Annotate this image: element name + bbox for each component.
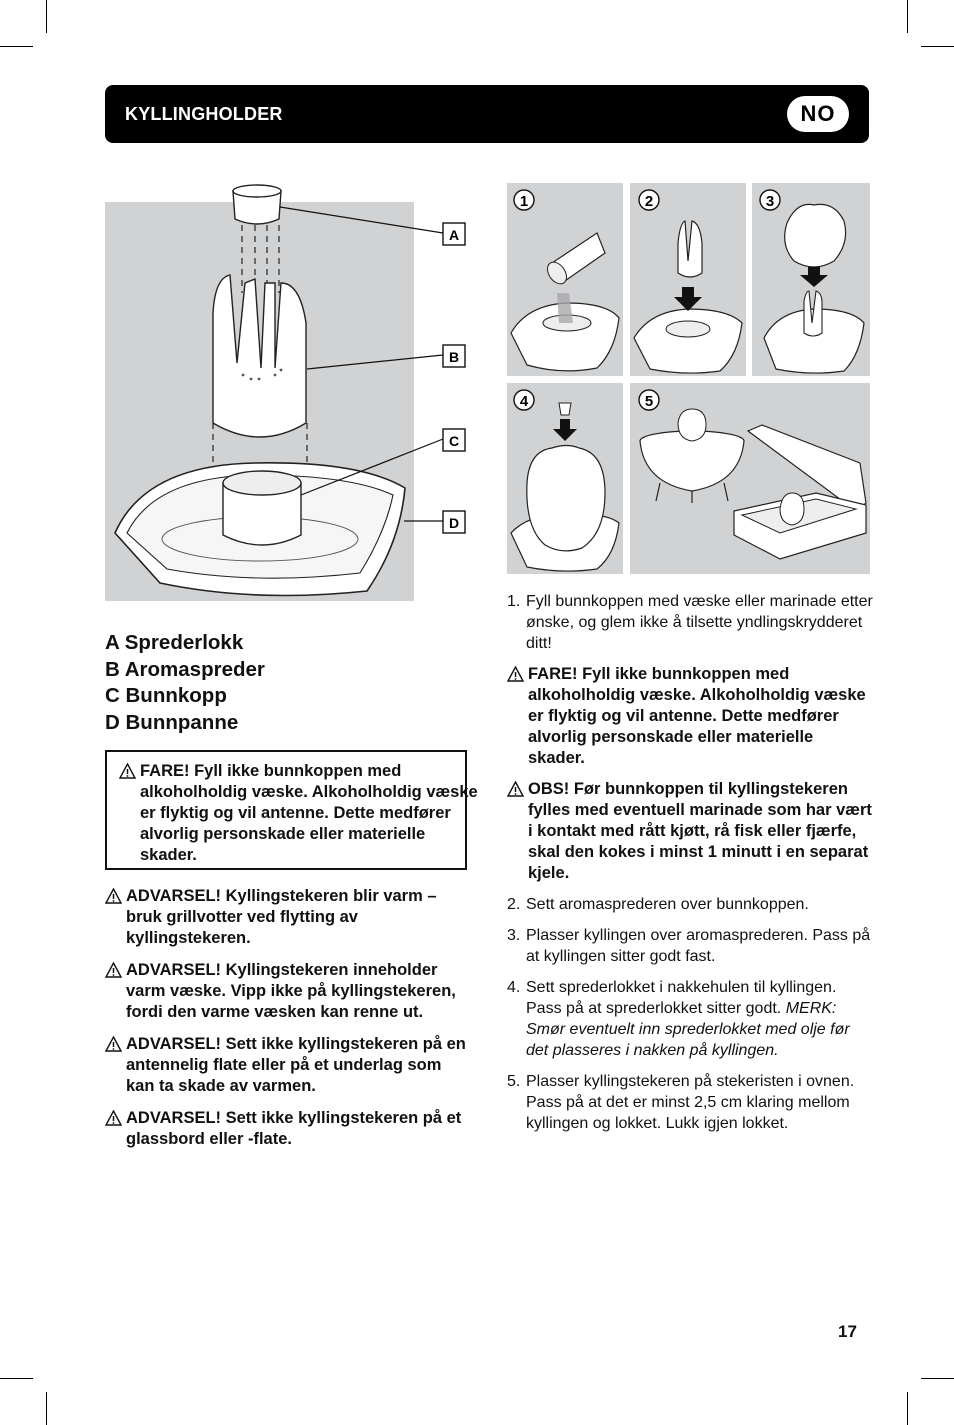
crop-mark <box>0 46 33 47</box>
warning-text: FARE! Fyll ikke bunnkoppen med alkoholholdig væske. Alkoholholdig væske er flyktig og vil antenne. Dette medfører alvorlig personskade eller materielle skader. <box>528 665 866 767</box>
crop-mark <box>907 0 908 33</box>
warning-triangle-icon <box>119 763 136 779</box>
step-text: Plasser kyllingen over aromasprederen. Pass på at kyllingen sitter godt fast. <box>526 927 871 965</box>
svg-text:5: 5 <box>644 393 654 410</box>
caution-warning <box>105 1034 467 1097</box>
callout-a <box>443 223 465 245</box>
warning-triangle-icon <box>507 666 524 682</box>
step-number: 2. <box>507 896 521 913</box>
crop-mark <box>46 0 47 33</box>
warning-text: ADVARSEL! Sett ikke kyllingstekeren på et glassbord eller -flate. <box>126 1109 462 1148</box>
warning-text: ADVARSEL! Kyllingstekeren blir varm – bruk grillvotter ved flytting av kyllingstekeren. <box>126 887 437 947</box>
legend-item: A Sprederlokk <box>105 631 244 654</box>
caution-warning <box>105 1108 467 1150</box>
step-number: 1. <box>507 593 521 610</box>
step-text: Fyll bunnkoppen med væske eller marinade etter ønske, og glem ikke å tilsette yndlingskrydderet ditt! <box>526 593 873 652</box>
warning-triangle-icon <box>105 888 122 904</box>
legend-item: B Aromaspreder <box>105 657 265 681</box>
warning-text: FARE! Fyll ikke bunnkoppen med alkoholholdig væske. Alkoholholdig væske er flyktig og vil antenne. Dette medfører alvorlig personskade eller materielle skader. <box>140 762 478 864</box>
svg-text:4: 4 <box>519 393 529 410</box>
step-panel-1 <box>507 183 623 376</box>
step-4 <box>507 977 873 1061</box>
callout-c <box>443 429 465 451</box>
step-panel-4 <box>507 383 623 574</box>
crop-mark <box>921 1378 954 1379</box>
legend-item: C Bunnkopp <box>105 684 227 707</box>
danger-warning <box>507 664 873 769</box>
caution-warning <box>105 960 467 1023</box>
crop-mark <box>0 1378 33 1379</box>
legend-item: D Bunnpanne <box>105 710 239 734</box>
svg-text:A: A <box>448 227 460 243</box>
step-text: Plasser kyllingstekeren på stekeristen i ovnen. Pass på at det er minst 2,5 cm klaring mellom kyllingen og lokket. Lukk igjen lokket. <box>526 1073 855 1132</box>
svg-text:1: 1 <box>519 193 529 210</box>
svg-text:2: 2 <box>644 193 654 210</box>
step-panel-3 <box>752 183 870 376</box>
instruction-steps <box>507 591 873 1144</box>
step-text: Sett sprederlokket i nakkehulen til kyllingen. Pass på at sprederlokket sitter godt. <box>526 979 837 1017</box>
svg-text:B: B <box>448 349 460 365</box>
warning-triangle-icon <box>105 962 122 978</box>
page-number: 17 <box>838 1322 857 1341</box>
step-note: MERK: Smør eventuelt inn sprederlokket med olje før det plasseres i nakken på kyllingen. <box>526 1000 850 1059</box>
warning-text: ADVARSEL! Sett ikke kyllingstekeren på en antennelig flate eller på et underlag som kan ta skade av varmen. <box>126 1035 466 1095</box>
crop-mark <box>46 1392 47 1425</box>
step-1 <box>507 591 873 654</box>
step-panel-2 <box>630 183 746 376</box>
danger-warning-box <box>105 750 478 870</box>
section-header <box>105 85 869 143</box>
svg-text:3: 3 <box>765 193 775 210</box>
callout-d <box>443 511 465 533</box>
svg-text:D: D <box>448 515 460 531</box>
crop-mark <box>921 46 954 47</box>
parts-legend <box>105 630 265 736</box>
step-number: 4. <box>507 979 521 996</box>
step-2 <box>507 894 873 915</box>
step-5 <box>507 1071 873 1134</box>
callout-b <box>443 345 465 367</box>
step-number: 5. <box>507 1073 521 1090</box>
svg-text:C: C <box>448 433 460 449</box>
warning-triangle-icon <box>105 1110 122 1126</box>
notice-warning <box>507 779 873 884</box>
danger-warning <box>119 761 480 866</box>
warning-text: ADVARSEL! Kyllingstekeren inneholder varm væske. Vipp ikke på kyllingstekeren, fordi den varme væsken kan renne ut. <box>126 961 456 1021</box>
step-text: Sett aromasprederen over bunnkoppen. <box>526 896 809 913</box>
step-panel-5 <box>630 383 870 574</box>
left-warnings <box>105 886 467 1161</box>
exploded-view-figure <box>105 183 467 603</box>
step-number: 3. <box>507 927 521 944</box>
step-3 <box>507 925 873 967</box>
crop-mark <box>907 1392 908 1425</box>
warning-triangle-icon <box>105 1036 122 1052</box>
warning-triangle-icon <box>507 781 524 797</box>
language-badge: NO <box>787 96 849 132</box>
caution-warning <box>105 886 467 949</box>
header-title: KYLLINGHOLDER <box>125 104 283 124</box>
warning-text: OBS! Før bunnkoppen til kyllingstekeren fylles med eventuell marinade som har vært i kontakt med rått kjøtt, rå fisk eller fjærfe, skal den kokes i minst 1 minutt i en separat kjele. <box>528 780 872 882</box>
